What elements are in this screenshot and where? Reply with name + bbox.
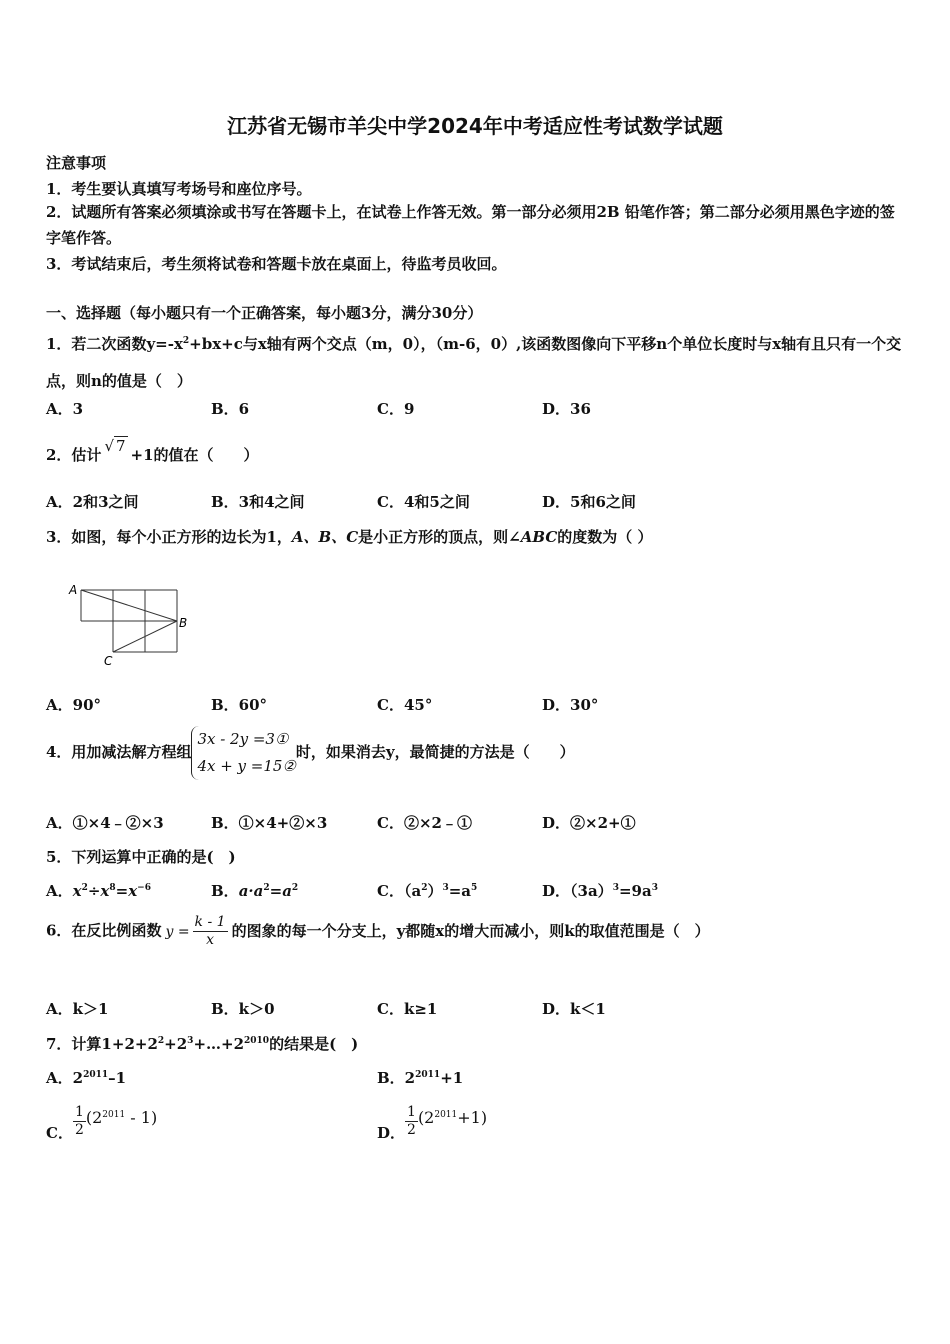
q1-option-b: B．6	[211, 400, 250, 418]
sqrt: √ 7	[104, 437, 126, 455]
q3-option-d: D．30°	[542, 696, 599, 714]
q6-option-d: D．k＜1	[542, 1000, 606, 1018]
q6-option-a: A．k＞1	[46, 1000, 109, 1018]
q3-option-c: C．45°	[377, 696, 433, 714]
q6-option-c: C．k≥1	[377, 1000, 438, 1018]
section-heading: 一、选择题（每小题只有一个正确答案，每小题3分，满分30分）	[46, 304, 483, 322]
fig-label-a: A	[69, 583, 78, 597]
question-4: 4．用加减法解方程组 3x - 2y =3① 4x + y =15② 时，如果消去y，最简捷的方法是（ ）	[46, 726, 575, 780]
q4-option-c: C．②×2﹣①	[377, 814, 472, 832]
question-5: 5．下列运算中正确的是( )	[46, 848, 236, 866]
fraction: $\frac{k - 1}{x}$	[194, 914, 226, 948]
q1-option-c: C．9	[377, 400, 415, 418]
question-6: 6．在反比例函数 y = $\frac{k - 1}{x}$ 的图象的每一个分支上，y都随x的增大而减小，则k的取值范围是（ ）	[46, 914, 710, 948]
question-2: 2．估计 √ 7 +1的值在（ ）	[46, 437, 259, 464]
q2-option-a: A．2和3之间	[46, 493, 139, 511]
equation-system: 3x - 2y =3① 4x + y =15②	[191, 726, 295, 780]
q5-option-a: A．$x^2\div x^8=x^{-6}$	[46, 882, 151, 900]
q2-option-d: D．5和6之间	[542, 493, 636, 511]
question-1: 1．若二次函数$y=-x^2+bx+c$与x轴有两个交点（m，0），（m-6，0）,该函数图像向下平移n个单位长度时与x轴有且只有一个交点，则n的值是（ ）	[46, 335, 902, 390]
q5-option-c: C．$(a^2)^3=a^5$	[377, 882, 478, 900]
notes-heading: 注意事项	[46, 154, 107, 172]
q5-option-b: B．$a\cdot a^2=a^2$	[211, 882, 299, 900]
q4-option-b: B．①×4+②×3	[211, 814, 328, 832]
q3-option-a: A．90°	[46, 696, 102, 714]
q7-option-d: D． $\frac{1}{2}$ $(2^{2011}+1)$	[377, 1104, 488, 1142]
q2-option-b: B．3和4之间	[211, 493, 305, 511]
page-title: 江苏省无锡市羊尖中学2024年中考适应性考试数学试题	[227, 114, 723, 138]
q7-option-c: C． $\frac{1}{2}$ $(2^{2011} - 1)$	[46, 1104, 158, 1142]
q6-option-b: B．k＞0	[211, 1000, 275, 1018]
q1-option-a: A．3	[46, 400, 84, 418]
grid-figure	[66, 578, 196, 670]
q7-option-a: A．$2^{2011}-1$	[46, 1069, 127, 1087]
question-3: 3．如图，每个小正方形的边长为1，A、B、C是小正方形的顶点，则∠ABC的度数为（ ）	[46, 528, 653, 546]
fig-label-c: C	[104, 654, 113, 668]
question-7: 7．计算$1+2+2^2+2^3+\dots+2^{2010}$的结果是( )	[46, 1035, 359, 1053]
note-item-3: 3．考试结束后，考生须将试卷和答题卡放在桌面上，待监考员收回。	[46, 255, 507, 273]
q5-option-d: D．$(3a)^3=9a^3$	[542, 882, 658, 900]
q7-option-b: B．$2^{2011}+1$	[377, 1069, 464, 1087]
q3-option-b: B．60°	[211, 696, 268, 714]
q4-option-a: A．①×4﹣②×3	[46, 814, 164, 832]
q1-option-d: D．36	[542, 400, 591, 418]
q2-option-c: C．4和5之间	[377, 493, 470, 511]
note-item-2: 2．试题所有答案必须填涂或书写在答题卡上，在试卷上作答无效。第一部分必须用2B 铅笔作答；第二部分必须用黑色字迹的签字笔作答。	[46, 203, 895, 247]
note-item-1: 1．考生要认真填写考场号和座位序号。	[46, 180, 312, 198]
q4-option-d: D．②×2+①	[542, 814, 636, 832]
fig-label-b: B	[179, 616, 188, 630]
